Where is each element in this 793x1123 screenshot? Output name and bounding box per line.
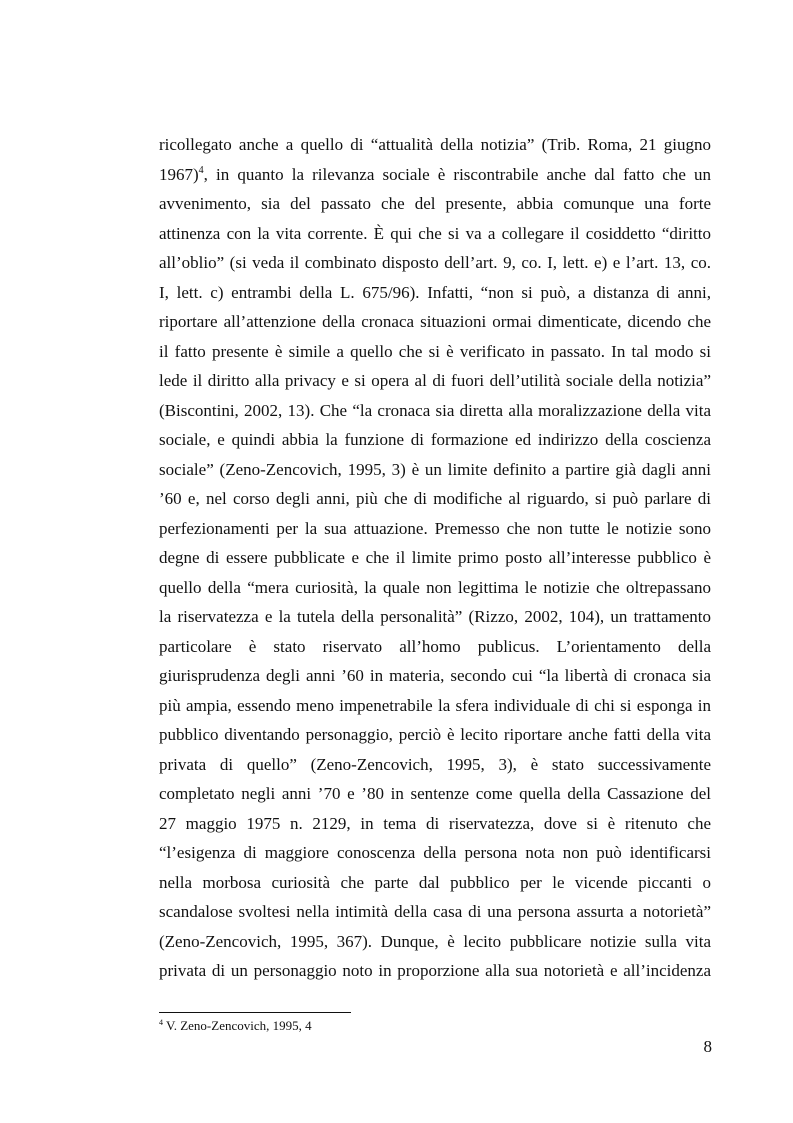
year-text: 1967) [159, 164, 199, 184]
footnote-number: 4 [159, 1018, 163, 1027]
text-line: ’60 e, nel corso degli anni, più che di modifiche al riguardo, si può parlare di [159, 489, 711, 508]
text-line: all’oblio” (si veda il combinato disposto dell’art. 9, co. I, lett. e) e l’art. 13, co. [159, 253, 711, 272]
text-line: il fatto presente è simile a quello che si è verificato in passato. In tal modo si [159, 341, 711, 361]
text-line: avvenimento, sia del passato che del presente, abbia comunque una forte [159, 194, 711, 213]
text-line: sociale, e quindi abbia la funzione di formazione ed indirizzo della coscienza [159, 430, 711, 449]
text-line: particolare è stato riservato all’homo publicus. L’orientamento della [159, 636, 711, 656]
text-line: scandalose svoltesi nella intimità della casa di una persona assurta a notorietà” [159, 902, 711, 921]
text-line: giurisprudenza degli anni ’60 in materia, secondo cui “la libertà di cronaca sia [159, 666, 711, 685]
comma: , [203, 164, 208, 184]
text-line: (Zeno-Zencovich, 1995, 367). Dunque, è lecito pubblicare notizie sulla vita [159, 931, 711, 951]
text-line: privata di quello” (Zeno-Zencovich, 1995, 3), è stato successivamente [159, 754, 711, 774]
text-line: la riservatezza e la tutela della personalità” (Rizzo, 2002, 104), un trattamento [159, 607, 711, 626]
text-line: “l’esigenza di maggiore conoscenza della persona nota non può identificarsi [159, 843, 711, 862]
footnote-text: V. Zeno-Zencovich, 1995, 4 [166, 1018, 312, 1033]
text-line: riportare all’attenzione della cronaca situazioni ormai dimenticate, dicendo che [159, 312, 711, 331]
page-number: 8 [703, 1037, 712, 1056]
footnote [159, 1018, 312, 1036]
text-line: lede il diritto alla privacy e si opera al di fuori dell’utilità sociale della notizia” [159, 371, 711, 390]
body-text [159, 130, 711, 986]
text-line: degne di essere pubblicate e che il limite primo posto all’interesse pubblico è [159, 548, 711, 567]
text-line-rest: in quanto la rilevanza sociale è riscontrabile anche dal fatto che un [216, 164, 711, 184]
text-line: quello della “mera curiosità, la quale non legittima le notizie che oltrepassano [159, 577, 711, 597]
text-line: I, lett. c) entrambi della L. 675/96). Infatti, “non si può, a distanza di anni, [159, 282, 711, 302]
text-line: più ampia, essendo meno impenetrabile la sfera individuale di chi si esponga in [159, 695, 711, 715]
text-line: nella morbosa curiosità che parte dal pubblico per le vicende piccanti o [159, 872, 711, 892]
text-line: perfezionamenti per la sua attuazione. Premesso che non tutte le notizie sono [159, 518, 711, 538]
text-line: pubblico diventando personaggio, perciò è lecito riportare anche fatti della vita [159, 725, 711, 744]
footnote-reference[interactable]: 4 [198, 164, 204, 176]
text-line [159, 160, 711, 190]
footnote-divider [159, 1012, 351, 1013]
text-line: ricollegato anche a quello di “attualità della notizia” (Trib. Roma, 21 giugno [159, 135, 711, 154]
text-line: privata di un personaggio noto in proporzione alla sua notorietà e all’incidenza [159, 961, 711, 980]
text-line: (Biscontini, 2002, 13). Che “la cronaca sia diretta alla moralizzazione della vita [159, 400, 711, 420]
text-line: sociale” (Zeno-Zencovich, 1995, 3) è un limite definito a partire già dagli anni [159, 459, 711, 479]
text-line: completato negli anni ’70 e ’80 in sentenze come quella della Cassazione del [159, 784, 711, 803]
text-line: attinenza con la vita corrente. È qui che si va a collegare il cosiddetto “diritto [159, 223, 711, 243]
text-line: 27 maggio 1975 n. 2129, in tema di riservatezza, dove si è ritenuto che [159, 813, 711, 833]
